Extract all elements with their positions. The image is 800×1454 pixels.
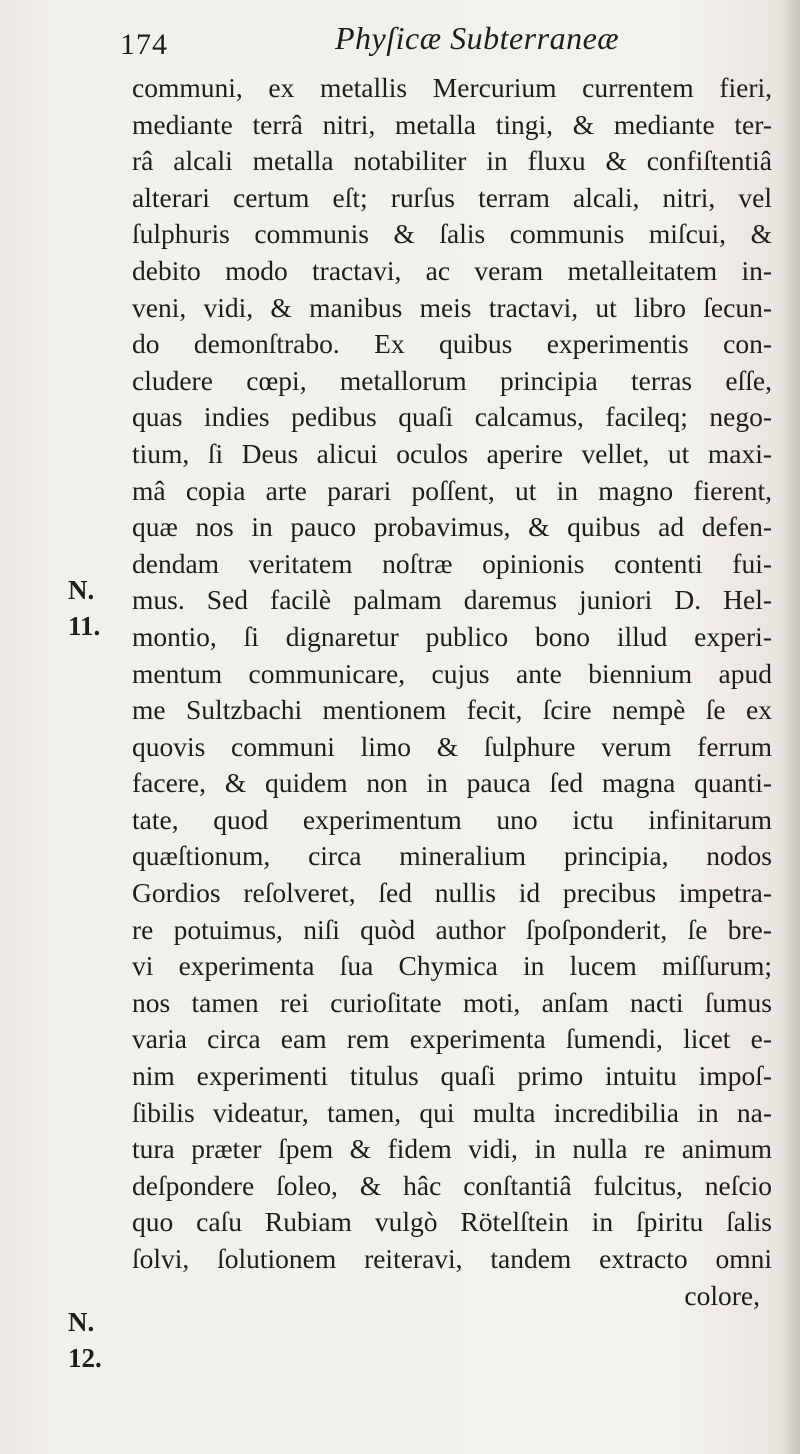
text-line: mentum communicare, cujus ante biennium apud [132, 657, 772, 689]
margin-note-label: N. [68, 1307, 95, 1337]
text-line: vi experimenta ſua Chymica in lucem miſſurum; [132, 950, 772, 982]
page-edge-shadow [782, 0, 800, 1454]
margin-note-11 [68, 572, 100, 644]
text-line: alterari certum eſt; rurſus terram alcali, nitri, vel [132, 181, 772, 213]
page-number: 174 [120, 28, 168, 61]
margin-note-12 [68, 1304, 102, 1376]
text-line: dendam veritatem noſtræ opinionis contenti fui- [132, 547, 772, 579]
margin-note-number: 11. [68, 611, 101, 641]
text-line: communi, ex metallis Mercurium currentem fieri, [132, 72, 772, 103]
page-header [120, 20, 760, 70]
margin-note-label: N. [68, 575, 95, 605]
text-line: quovis communi limo & ſulphure verum ferrum [132, 730, 772, 762]
text-line: tate, quod experimentum uno ictu infinitarum [132, 803, 772, 835]
running-title: Phyſicæ Subterraneæ [335, 20, 620, 56]
text-line: râ alcali metalla notabiliter in fluxu & confiſtentiâ [132, 145, 772, 177]
text-line: tium, ſi Deus alicui oculos aperire vellet, ut maxi- [132, 437, 772, 469]
text-line: ſibilis videatur, tamen, qui multa incredibilia in na- [132, 1096, 772, 1128]
text-line: mus. Sed facilè palmam daremus juniori D. Hel- [132, 584, 772, 616]
text-line: ſulphuris communis & ſalis communis miſcui, & [132, 218, 772, 250]
text-line: me Sultzbachi mentionem fecit, ſcire nempè ſe ex [132, 694, 772, 726]
catchword-line: colore, [684, 1279, 760, 1311]
text-line: varia circa eam rem experimenta ſumendi, licet e- [132, 1023, 772, 1055]
body-text [132, 70, 772, 1314]
text-line: quæſtionum, circa mineralium principia, nodos [132, 840, 772, 872]
text-line: deſpondere ſoleo, & hâc conſtantiâ fulcitus, neſcio [132, 1169, 772, 1201]
text-line: re potuimus, niſi quòd author ſpoſponderit, ſe bre- [132, 913, 772, 945]
text-line: mediante terrâ nitri, metalla tingi, & mediante ter- [132, 108, 772, 140]
text-line: quæ nos in pauco probavimus, & quibus ad defen- [132, 511, 772, 543]
text-line: do demonſtrabo. Ex quibus experimentis con- [132, 328, 772, 360]
text-line: debito modo tractavi, ac veram metalleitatem in- [132, 254, 772, 286]
text-line: montio, ſi dignaretur publico bono illud experi- [132, 620, 772, 652]
text-line: mâ copia arte parari poſſent, ut in magno fierent, [132, 474, 772, 506]
text-line: quo caſu Rubiam vulgò Rötelſtein in ſpiritu ſalis [132, 1206, 772, 1238]
margin-note-number: 12. [68, 1343, 102, 1373]
text-line: quas indies pedibus quaſi calcamus, facileq; nego- [132, 401, 772, 433]
text-line: veni, vidi, & manibus meis tractavi, ut libro ſecun- [132, 291, 772, 323]
text-line: nim experimenti titulus quaſi primo intuitu impoſ- [132, 1060, 772, 1092]
text-line: cludere cœpi, metallorum principia terras eſſe, [132, 364, 772, 396]
text-line: Gordios reſolveret, ſed nullis id precibus impetra- [132, 877, 772, 909]
text-line: nos tamen rei curioſitate moti, anſam nacti ſumus [132, 986, 772, 1018]
text-line: tura præter ſpem & fidem vidi, in nulla re animum [132, 1133, 772, 1165]
text-line: ſolvi, ſolutionem reiteravi, tandem extracto omni [132, 1243, 772, 1274]
text-line: facere, & quidem non in pauca ſed magna quanti- [132, 767, 772, 799]
